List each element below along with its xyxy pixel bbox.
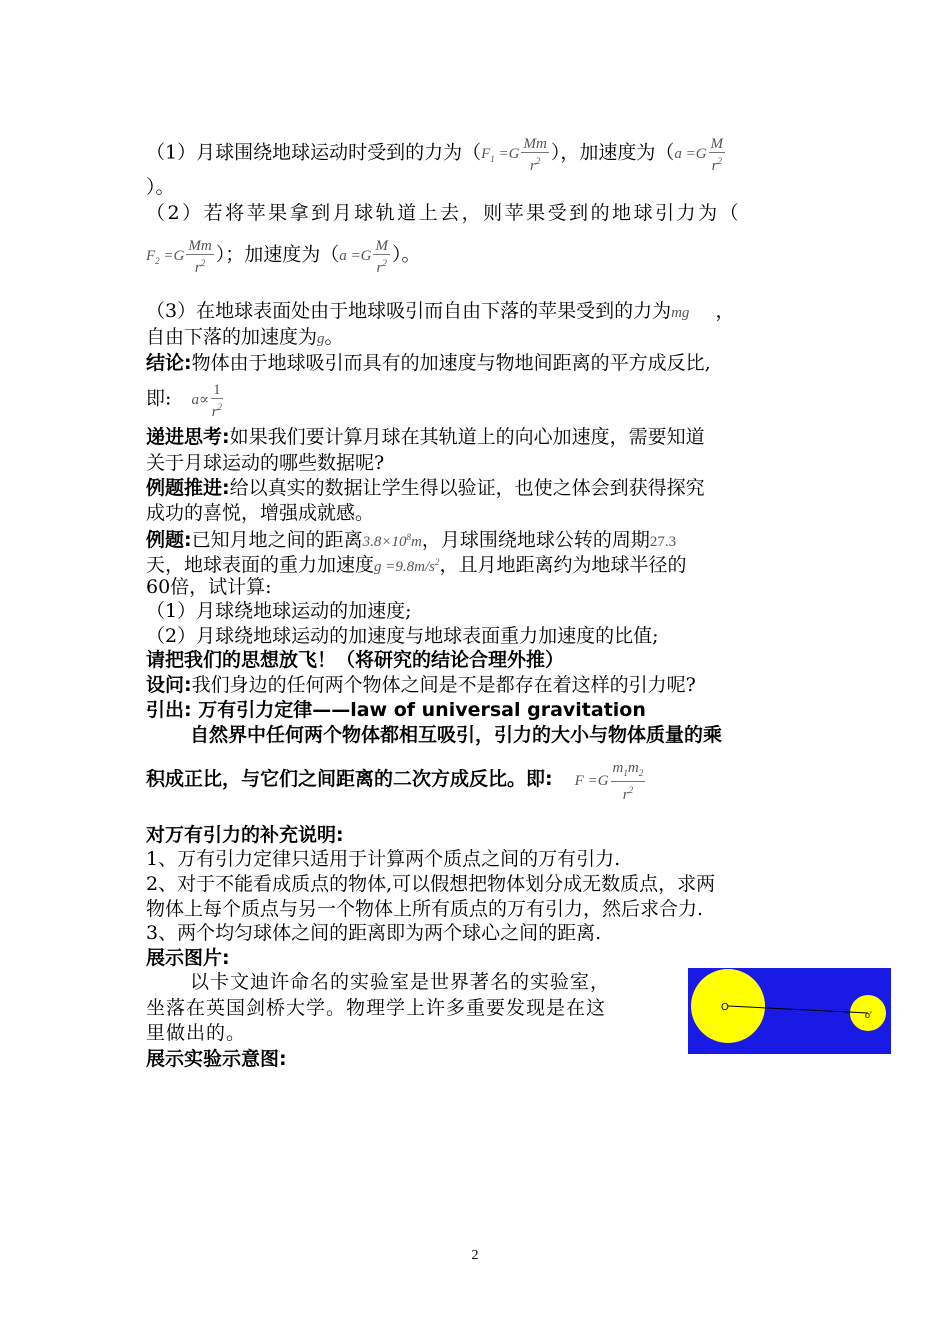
line-success: 成功的喜悦，增强成就感。 <box>146 502 375 524</box>
line-question-1: （1）月球绕地球运动的加速度; <box>146 600 412 622</box>
formula-proportional: a∝ $\frac{1}{r^2}$ <box>191 382 223 420</box>
line-supplement-title: 对万有引力的补充说明: <box>146 824 344 846</box>
page-number: 2 <box>471 1248 479 1263</box>
line-example: 例题:已知月地之间的距离$3.8\times 10^8m$，月球围绕地球公转的周期27.3 <box>146 529 677 551</box>
line-sixty-times: 60倍，试计算: <box>146 576 272 598</box>
line-fly-thoughts: 请把我们的思想放飞！（将研究的结论合理外推） <box>146 649 565 671</box>
line-ask: 设问:我们身边的任何两个物体之间是不是都存在着这样的引力呢? <box>146 674 696 696</box>
label-o: O <box>721 1002 729 1013</box>
line-close-1: ）。 <box>146 176 175 198</box>
line-supplement-2b: 物体上每个质点与另一个物体上所有质点的万有引力，然后求合力. <box>146 898 704 920</box>
line-supplement-1: 1、万有引力定律只适用于计算两个质点之间的万有引力. <box>146 848 621 870</box>
line-supplement-2: 2、对于不能看成质点的物体,可以假想把物体划分成无数质点，求两 <box>146 873 716 895</box>
line-apple-force: $F_2 =G$ $\frac{Mm}{r^2}$ ）；加速度为（a =G $\frac{M}{r^2}$ ）。 <box>146 238 421 276</box>
formula-g: $g =9.8m/s^2$ <box>374 557 440 575</box>
line-supplement-3: 3、两个均匀球体之间的距离即为两个球心之间的距离. <box>146 922 602 944</box>
line-cavendish-2: 坐落在英国剑桥大学。物理学上许多重要发现是在这 <box>146 997 607 1019</box>
line-apple-orbit: （2）若将苹果拿到月球轨道上去，则苹果受到的地球引力为（ <box>146 202 742 224</box>
formula-f1: $F_1 =G$ $\frac{Mm}{r^2}$ <box>481 136 547 174</box>
line-cavendish-1: 以卡文迪许命名的实验室是世界著名的实验室， <box>190 971 611 993</box>
line-conclusion: 结论:物体由于地球吸引而具有的加速度与物地间距离的平方成反比, <box>146 352 711 374</box>
line-introduce-law: 引出: 万有引力定律——law of universal gravitation <box>146 699 646 721</box>
formula-f2: $F_2 =G$ $\frac{Mm}{r^2}$ <box>146 238 212 276</box>
line-proportional: 即: a∝ $\frac{1}{r^2}$ <box>146 382 225 420</box>
two-spheres-figure <box>688 968 891 1054</box>
line-progressive-thinking: 递进思考:如果我们要计算月球在其轨道上的向心加速度，需要知道 <box>146 426 705 448</box>
two-spheres-svg <box>688 968 891 1054</box>
line-gravity-accel: 天，地球表面的重力加速度$g =9.8m/s^2$，且月地距离约为地球半径的 <box>146 554 687 576</box>
line-law-statement: 自然界中任何两个物体都相互吸引，引力的大小与物体质量的乘 <box>190 724 723 746</box>
formula-a1: a =G $\frac{M}{r^2}$ <box>674 136 724 174</box>
line-surface-accel: 自由下落的加速度为g。 <box>146 326 344 348</box>
line-moon-data: 关于月球运动的哪些数据呢? <box>146 452 385 474</box>
line-force-moon: （1）月球围绕地球运动时受到的力为（$F_1 =G$ $\frac{Mm}{r^2}$ ），加速度为（a =G $\frac{M}{r^2}$ <box>146 136 727 174</box>
line-cavendish-3: 里做出的。 <box>146 1022 247 1044</box>
line-example-advance: 例题推进:给以真实的数据让学生得以验证，也使之体会到获得探究 <box>146 477 705 499</box>
formula-distance: $3.8\times 10^8m$ <box>362 532 422 550</box>
line-show-picture: 展示图片: <box>146 947 230 969</box>
line-question-2: （2）月球绕地球运动的加速度与地球表面重力加速度的比值; <box>146 625 659 647</box>
formula-universal-gravitation: F =G $\frac{m_1m_2}{r^2}$ <box>574 760 644 803</box>
line-show-experiment: 展示实验示意图: <box>146 1048 287 1070</box>
formula-a2: a =G $\frac{M}{r^2}$ <box>339 238 388 276</box>
line-law-formula: 积成正比，与它们之间距离的二次方成反比。即: F =G $\frac{m_1m_2}{r^2}$ <box>146 760 647 803</box>
label-o-prime: o' <box>865 1010 872 1020</box>
line-surface-force: （3）在地球表面处由于地球吸引而自由下落的苹果受到的力为mg ， <box>146 300 735 322</box>
